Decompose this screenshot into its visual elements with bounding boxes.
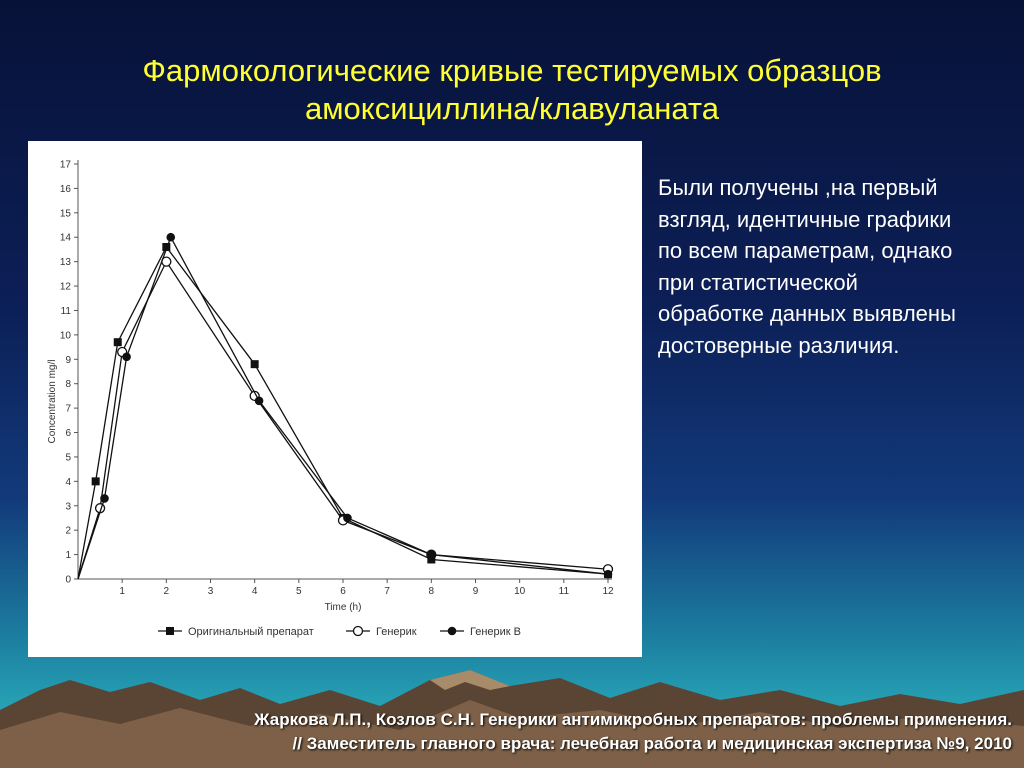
slide-title [40,52,984,128]
citation [20,708,1012,756]
series-3-point [166,233,175,242]
series-3-point [255,396,264,405]
legend-marker-3 [448,627,457,636]
y-tick-label: 11 [60,305,71,317]
series-1-point [114,338,122,346]
y-tick-label: 16 [59,183,71,195]
series-line-1 [78,247,608,579]
series-3-point [427,550,436,559]
x-tick-label: 11 [558,586,570,597]
y-tick-label: 14 [59,232,71,244]
y-tick-label: 15 [59,208,71,220]
series-line-2 [78,262,608,579]
x-axis-label: Time (h) [324,602,362,613]
x-tick-label: 2 [163,586,170,597]
y-tick-label: 6 [65,428,71,440]
legend-label-3: Генерик В [470,626,521,638]
title-line-1: Фармокологические кривые тестируемых образцов [142,53,882,88]
legend-marker-1 [166,627,174,635]
series-3-point [604,570,613,579]
citation-line-2: // Заместитель главного врача: лечебная работа и медицинская экспертиза №9, 2010 [292,734,1012,753]
legend-marker-2 [354,627,363,636]
y-tick-label: 12 [59,281,71,293]
citation-line-1: Жаркова Л.П., Козлов С.Н. Генерики антимикробных препаратов: проблемы применения. [254,710,1012,729]
y-tick-label: 5 [65,452,71,464]
series-3-point [122,353,131,362]
series-3-point [100,494,109,503]
y-tick-label: 2 [65,525,71,537]
y-tick-label: 7 [65,403,71,415]
series-3-point [343,514,352,523]
x-tick-label: 8 [428,586,435,597]
y-tick-label: 17 [59,159,71,171]
y-tick-label: 0 [65,574,71,586]
pharmacokinetic-chart [28,141,642,657]
x-tick-label: 12 [602,586,614,597]
x-tick-label: 7 [384,586,390,597]
series-line-3 [78,237,608,579]
legend-label-1: Оригинальный препарат [188,626,314,638]
y-tick-label: 10 [59,330,71,342]
y-tick-label: 1 [65,550,71,562]
chart-panel [28,141,642,657]
x-tick-label: 3 [207,586,214,597]
y-tick-label: 8 [65,379,71,391]
side-text: Были получены ,на первый взгляд, идентичные графики по всем параметрам, однако при статистической обработке данных выявлены достоверные различия. [658,175,956,358]
y-tick-label: 9 [65,354,71,366]
x-tick-label: 5 [296,586,302,597]
legend-label-2: Генерик [376,626,417,638]
x-tick-label: 6 [340,586,346,597]
y-axis-label: Concentration mg/l [47,359,58,444]
title-line-2: амоксициллина/клавуланата [304,91,719,126]
y-tick-label: 4 [65,476,71,488]
y-tick-label: 3 [65,501,71,513]
x-tick-label: 1 [119,586,125,597]
series-1-point [92,477,100,485]
x-tick-label: 9 [472,586,479,597]
series-1-point [251,360,259,368]
x-tick-label: 10 [514,586,526,597]
x-tick-label: 4 [251,586,258,597]
y-tick-label: 13 [59,257,71,269]
